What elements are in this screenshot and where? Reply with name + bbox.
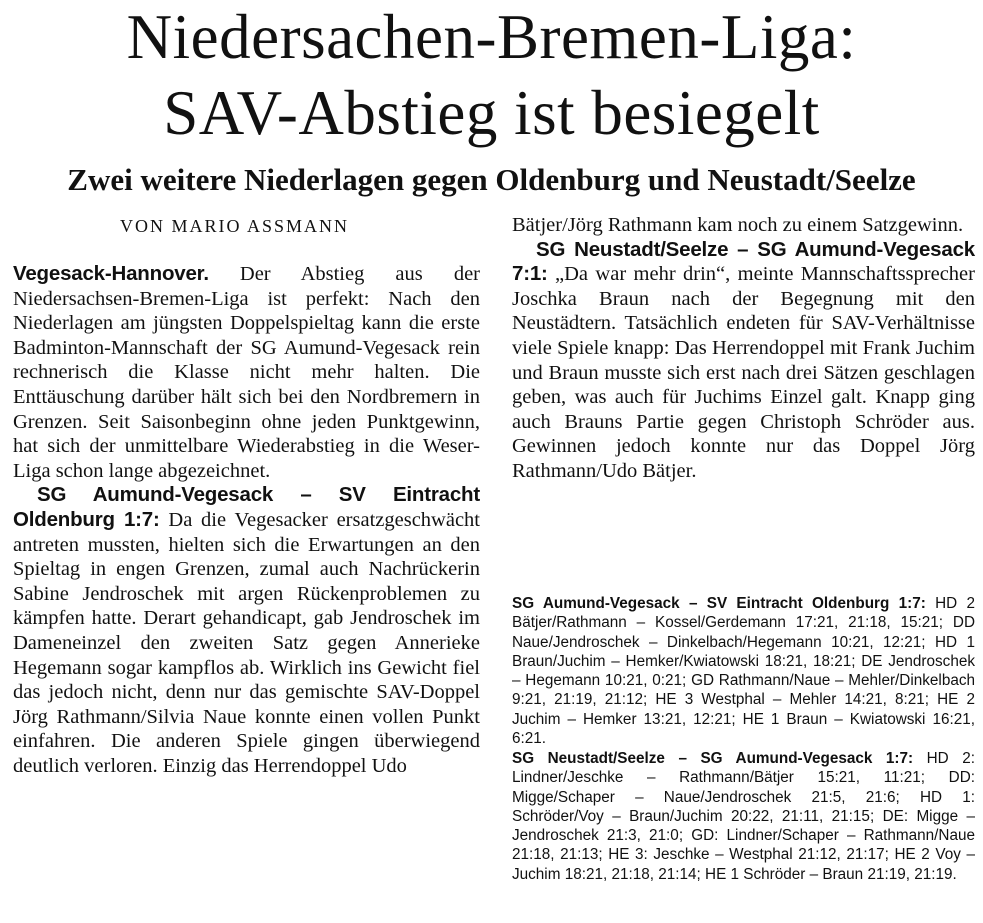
subheadline: Zwei weitere Niederlagen gegen Oldenburg und Neustadt/Seelze bbox=[67, 162, 916, 197]
headline-line-2: SAV-Abstieg ist besiegelt bbox=[163, 78, 820, 148]
headline-line-1: Niedersachen-Bremen-Liga: bbox=[126, 2, 857, 72]
article-column-right bbox=[512, 213, 975, 484]
match-1-heading: SG Aumund-Vegesack – SV Eintracht Oldenburg 1:7: bbox=[13, 483, 480, 531]
paragraph-1-text: Der Abstieg aus der Niedersachsen-Bremen-Liga ist perfekt: Nach den Niederlagen am jüngsten Doppelspieltag kann die erste Badminton-Mannschaft der SG Aumund-Vegesack rein rechnerisch die Klasse nicht mehr halten. Die Enttäuschung darüber hält sich bei den Nordbremern in Grenzen. Seit Saisonbeginn ohne jeden Punktgewinn, hat sich der unmittelbare Wiederabstieg in die Weser-Liga schon lange abgezeichnet. bbox=[13, 263, 480, 482]
results-box-2 bbox=[512, 749, 975, 884]
results-2-heading: SG Neustadt/Seelze – SG Aumund-Vegesack 1:7: bbox=[512, 750, 914, 767]
results-1-text: HD 2 Bätjer/Rathmann – Kossel/Gerdemann 17:21, 21:18, 15:21; DD Naue/Jendroschek – Dinkelbach/Hegemann 10:21, 12:21; HD 1 Braun/Juchim – Hemker/Kwiatowski 18:21, 18:21; DE Jendroschek – Hegemann 10:21, 0:21; GD Rathmann/Naue – Mehler/Dinkelbach 9:21, 21:19, 21:12; HE 3 Westphal – Mehler 14:21, 8:21; HE 2 Juchim – Hemker 13:21, 12:21; HE 1 Braun – Kwiatowski 16:21, 6:21. bbox=[512, 595, 975, 748]
article-column-left bbox=[13, 262, 480, 778]
match-2-heading: SG Neustadt/Seelze – SG Aumund-Vegesack 7:1: bbox=[512, 237, 975, 286]
results-1-heading: SG Aumund-Vegesack – SV Eintracht Oldenburg 1:7: bbox=[512, 595, 926, 612]
article-paragraph-2 bbox=[13, 483, 480, 778]
results-2-text: HD 2: Lindner/Jeschke – Rathmann/Bätjer 15:21, 11:21; DD: Migge/Schaper – Naue/Jendroschek 21:5, 21:6; HD 1: Schröder/Voy – Braun/Juchim 20:22, 21:11, 21:15; DE: Migge – Jendroschek 21:3, 21:0; GD: Lindner/Schaper – Rathmann/Naue 21:18, 21:13; HE 3: Jeschke – Westphal 21:12, 21:17; HE 2 Voy – Juchim 18:21, 21:18, 21:14; HE 1 Schröder – Braun 21:19, 21:19. bbox=[512, 750, 975, 883]
article-paragraph-3 bbox=[512, 238, 975, 484]
byline: VON MARIO ASSMANN bbox=[120, 216, 350, 236]
results-box-1 bbox=[512, 594, 975, 748]
article-paragraph-2-continued: Bätjer/Jörg Rathmann kam noch zu einem Satzgewinn. bbox=[512, 214, 964, 236]
article-paragraph-1 bbox=[13, 262, 480, 483]
paragraph-2-text: Da die Vegesacker ersatzgeschwächt antreten mussten, hielten sich die Erwartungen an den Spieltag in engen Grenzen, zumal auch Nachrückerin Sabine Jendroschek mit argen Rückenproblemen zu kämpfen hatte. Derart gehandicapt, gab Jendroschek im Dameneinzel den zweiten Satz gegen Annerieke Hegemann sogar kampflos ab. Wirklich ins Gewicht fiel das jedoch nicht, denn nur das gemischte SAV-Doppel Jörg Rathmann/Silvia Naue konnte einen vollen Punkt einfahren. Die anderen Spiele gingen überwiegend deutlich verloren. Einzig das Herrendoppel Udo bbox=[13, 508, 480, 777]
dateline: Vegesack-Hannover. bbox=[13, 262, 209, 285]
paragraph-3-text: „Da war mehr drin“, meinte Mannschaftssprecher Joschka Braun nach der Begegnung mit den Neustädtern. Tatsächlich endeten für SAV-Verhältnisse viele Spiele knapp: Das Herrendoppel mit Frank Juchim und Braun musste sich erst nach drei Sätzen geschlagen geben, was auch für Juchims Einzel galt. Knapp ging auch Brauns Partie gegen Christoph Schröder aus. Gewinnen jedoch konnte nur das Doppel Jörg Rathmann/Udo Bätjer. bbox=[512, 263, 975, 482]
